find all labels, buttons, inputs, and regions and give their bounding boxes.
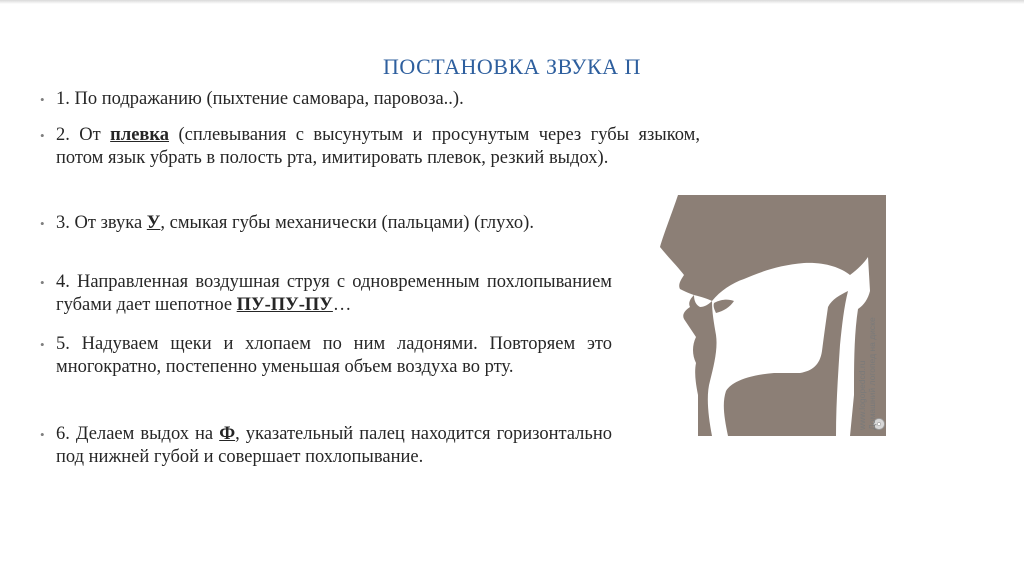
slide-title: ПОСТАНОВКА ЗВУКА П: [383, 54, 641, 79]
figure-watermark: [857, 317, 877, 430]
list-item-text: 5. Надуваем щеки и хлопаем по ним ладонями. Повторяем это многократно, постепенно уменьшая объем воздуха во рту.: [56, 334, 612, 377]
list-item-text: 6. Делаем выдох на Ф, указательный палец находится горизонтально под нижней губой и совершает похлопывание.: [56, 424, 612, 467]
articulation-profile-figure: [654, 195, 886, 436]
keyword: ПУ-ПУ-ПУ: [236, 295, 333, 315]
keyword: Ф: [219, 424, 236, 444]
list-item-text: 4. Направленная воздушная струя с одновременным похлопыванием губами дает шепотное ПУ-ПУ-ПУ…: [56, 272, 612, 315]
bullet-icon: •: [40, 216, 45, 231]
bullet-icon: •: [40, 128, 45, 143]
watermark-url: www.logopedcd.ru: [857, 360, 867, 430]
bullet-icon: •: [40, 427, 45, 442]
list-item-text: 3. От звука У, смыкая губы механически (пальцами) (глухо).: [56, 213, 534, 233]
bullet-icon: •: [40, 275, 45, 290]
list-item-text: 1. По подражанию (пыхтение самовара, паровоза..).: [56, 89, 464, 109]
list-item-text: 2. От плевка (сплевывания с высунутым и просунутым через губы языком, потом язык убрать в полость рта, имитировать плевок, резкий выдох).: [56, 125, 700, 168]
watermark-caption: Домашний логопед на диске: [867, 317, 877, 430]
bullet-icon: •: [40, 92, 45, 107]
keyword: У: [146, 213, 161, 233]
keyword: плевка: [110, 125, 170, 145]
top-rule: [0, 0, 1024, 4]
bullet-icon: •: [40, 337, 45, 352]
